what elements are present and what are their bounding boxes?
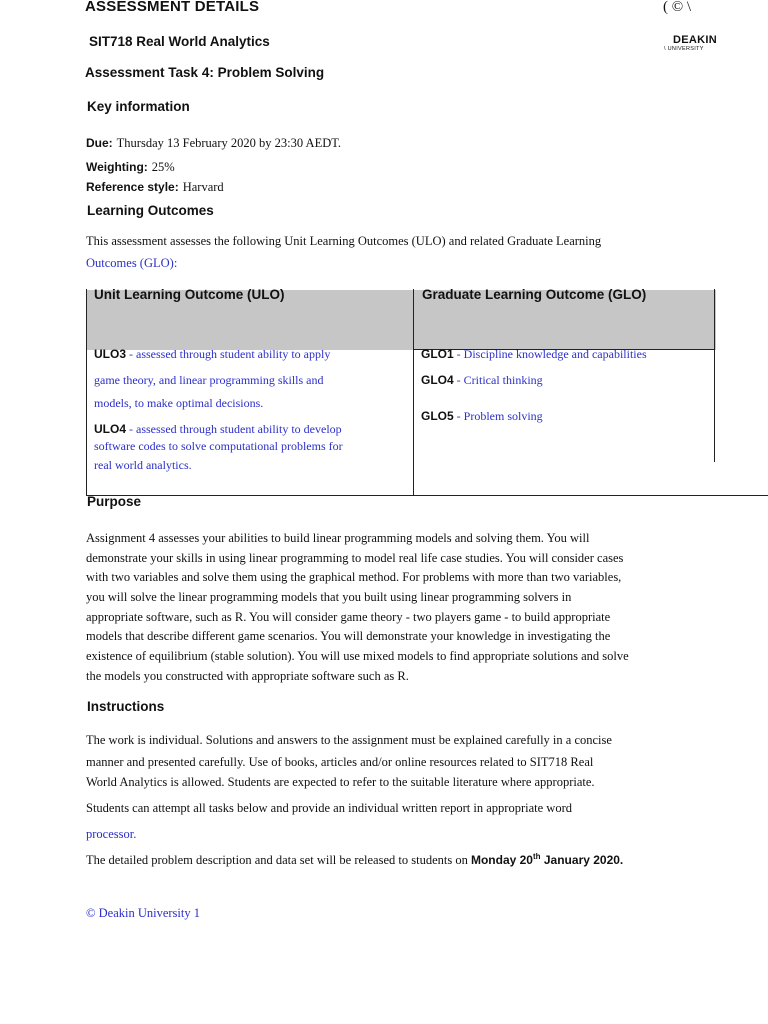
purpose-line: Assignment 4 assesses your abilities to build linear programming models and solving them. You will xyxy=(86,531,590,545)
footer-text: © Deakin University 1 xyxy=(86,906,200,920)
logo-name: DEAKIN xyxy=(673,34,717,46)
reference-label: Reference style: xyxy=(86,180,179,194)
instructions-line: processor. xyxy=(86,827,137,841)
instructions-line: The work is individual. Solutions and answers to the assignment must be explained carefully in a concise xyxy=(86,733,612,747)
purpose-heading: Purpose xyxy=(87,494,142,509)
deakin-logo xyxy=(664,34,717,52)
logo-sub: \ UNIVERSITY xyxy=(664,46,704,52)
instructions-line: Students can attempt all tasks below and provide an individual written report in appropriate word xyxy=(86,801,572,815)
ulo4-line3: real world analytics. xyxy=(94,458,192,472)
learning-outcomes-heading: Learning Outcomes xyxy=(87,203,214,218)
weighting-value: 25% xyxy=(151,160,175,174)
glo1-code: GLO1 xyxy=(421,347,454,361)
instructions-heading: Instructions xyxy=(87,699,165,714)
lo-intro-line2: Outcomes (GLO): xyxy=(86,256,178,270)
ulo3-line1: ULO3 - assessed through student ability to apply xyxy=(94,347,331,361)
purpose-line: the models you constructed with appropriate software such as R. xyxy=(86,669,409,683)
glo1-line: GLO1 - Discipline knowledge and capabilities xyxy=(421,347,647,361)
instructions-line: World Analytics is allowed. Students are expected to refer to the suitable literature where appropriate. xyxy=(86,775,595,789)
task-title: Assessment Task 4: Problem Solving xyxy=(85,65,325,80)
ulo-column-header: Unit Learning Outcome (ULO) xyxy=(94,287,285,302)
ulo3-code: ULO3 xyxy=(94,347,127,361)
purpose-line: with two variables and solve them using the graphical method. For problems with more than two variables, xyxy=(86,570,622,584)
glo4-line: GLO4 - Critical thinking xyxy=(421,373,543,387)
ulo4-code: ULO4 xyxy=(94,422,127,436)
ulo3-line2: game theory, and linear programming skills and xyxy=(94,373,324,387)
instructions-line: manner and presented carefully. Use of books, articles and/or online resources related to SIT718 Real xyxy=(86,755,594,769)
glo5-line: GLO5 - Problem solving xyxy=(421,409,543,423)
ulo4-line2: software codes to solve computational problems for xyxy=(94,439,343,453)
ulo3-line3: models, to make optimal decisions. xyxy=(94,396,264,410)
lo-intro-line1: This assessment assesses the following Unit Learning Outcomes (ULO) and related Graduate Learning xyxy=(86,234,602,248)
weighting-line xyxy=(86,158,175,176)
purpose-line: models that describe different game scenarios. You will demonstrate your knowledge in investigating the xyxy=(86,629,611,643)
release-date: Monday 20th January 2020. xyxy=(470,852,624,867)
due-value: Thursday 13 February 2020 by 23:30 AEDT. xyxy=(116,136,342,150)
unit-title: SIT718 Real World Analytics xyxy=(89,34,270,49)
glo-column-header: Graduate Learning Outcome (GLO) xyxy=(422,287,647,302)
due-label: Due: xyxy=(86,136,113,150)
key-info-heading: Key information xyxy=(87,99,190,114)
ulo4-line1: ULO4 - assessed through student ability to develop xyxy=(94,422,342,436)
purpose-line: existence of equilibrium (stable solution). You will use mixed models to find appropriate solutions and solve xyxy=(86,649,629,663)
purpose-line: appropriate software, such as R. You will consider game theory - two players game - to build appropriate xyxy=(86,610,611,624)
purpose-line: demonstrate your skills in using linear programming to model real life case studies. You will consider cases xyxy=(86,551,624,565)
due-line xyxy=(86,134,341,152)
glo5-code: GLO5 xyxy=(421,409,454,423)
corner-mark: ( © \ xyxy=(663,0,692,15)
reference-value: Harvard xyxy=(182,180,224,194)
reference-line xyxy=(86,178,224,196)
release-line: The detailed problem description and data set will be released to students on Monday 20th January 2020. xyxy=(86,852,624,867)
purpose-line: you will solve the linear programming models that you built using linear programming solvers in xyxy=(86,590,572,604)
glo4-code: GLO4 xyxy=(421,373,454,387)
weighting-label: Weighting: xyxy=(86,160,148,174)
section-title: ASSESSMENT DETAILS xyxy=(85,0,260,15)
